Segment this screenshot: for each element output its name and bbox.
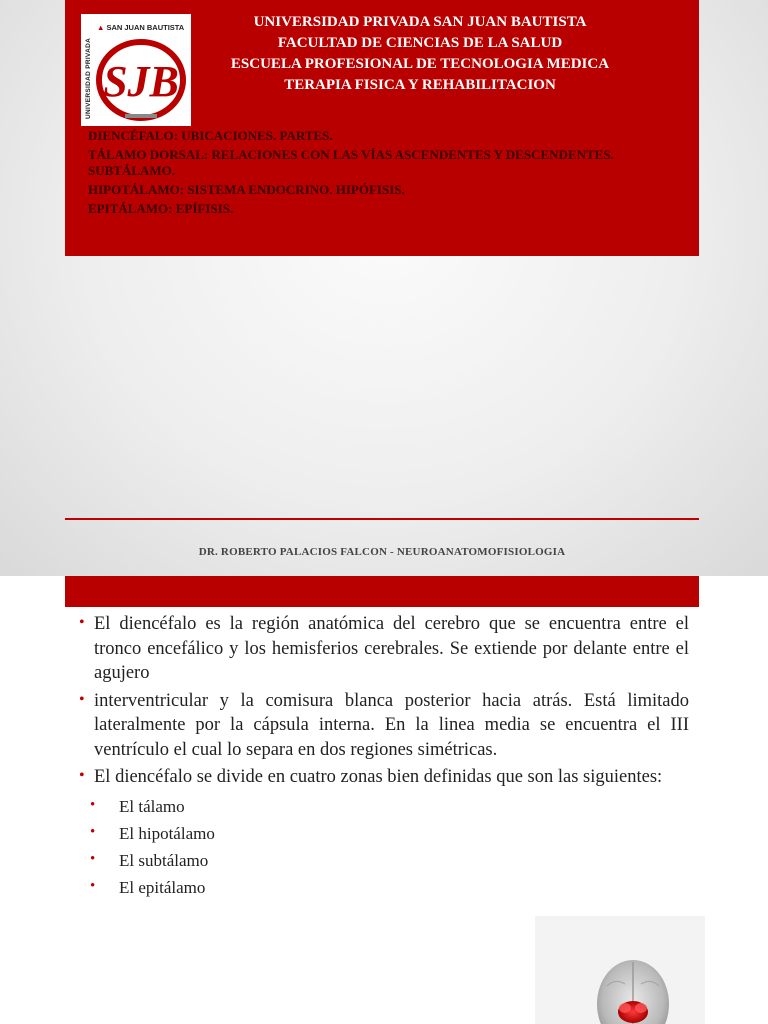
sub-bullet-item: • El epitálamo [75,874,689,901]
school-name: ESCUELA PROFESIONAL DE TECNOLOGIA MEDICA [230,56,610,72]
faculty-name: FACULTAD DE CIENCIAS DE LA SALUD [277,35,563,51]
title-header [65,0,699,256]
divider-line [65,518,699,520]
topic-item: SUBTÁLAMO. [88,163,176,178]
logo-side-text: UNIVERSIDAD PRIVADA [85,37,92,119]
university-logo [81,14,191,126]
sub-bullet-item: • El tálamo [75,793,689,820]
slide-footer: DR. ROBERTO PALACIOS FALCON - NEUROANATOMOFISIOLOGIA [198,546,566,558]
bullet-item: • interventricular y la comisura blanca posterior hacia atrás. Está limitado lateralmente por la cápsula interna. En la linea media se encuentra el III ventrículo el cual lo separa en dos regiones simétricas. [75,689,689,763]
brain-illustration-icon [535,916,705,1024]
slide-header-band [65,576,699,607]
logo-top-text: ▲ SAN JUAN BAUTISTA [97,23,185,32]
content-slide [0,576,768,1024]
svg-text:SJB: SJB [103,57,179,106]
topic-item: HIPOTÁLAMO: SISTEMA ENDOCRINO. HIPÓFISIS. [88,182,405,197]
bullet-item: • El diencéfalo es la región anatómica del cerebro que se encuentra entre el tronco encefálico y los hemisferios cerebrales. Se extiende por delante entre el agujero [75,612,689,686]
institution-header [205,12,635,96]
bullet-item: • El diencéfalo se divide en cuatro zonas bien definidas que son las siguientes: [75,765,689,790]
sub-bullet-item: • El subtálamo [75,847,689,874]
university-name: UNIVERSIDAD PRIVADA SAN JUAN BAUTISTA [253,14,587,30]
topics-list [88,128,686,220]
topic-item: DIENCÉFALO: UBICACIONES. PARTES. [88,128,333,143]
sub-bullet-item: • El hipotálamo [75,820,689,847]
program-name: TERAPIA FISICA Y REHABILITACION [284,77,556,93]
sjb-logo-icon [95,36,187,122]
topic-item: TÁLAMO DORSAL: RELACIONES CON LAS VÍAS ASCENDENTES Y DESCENDENTES. [88,147,614,162]
brain-figure [535,916,705,1024]
topic-item: EPITÁLAMO: EPÍFISIS. [88,201,234,216]
slide-body [75,612,689,901]
